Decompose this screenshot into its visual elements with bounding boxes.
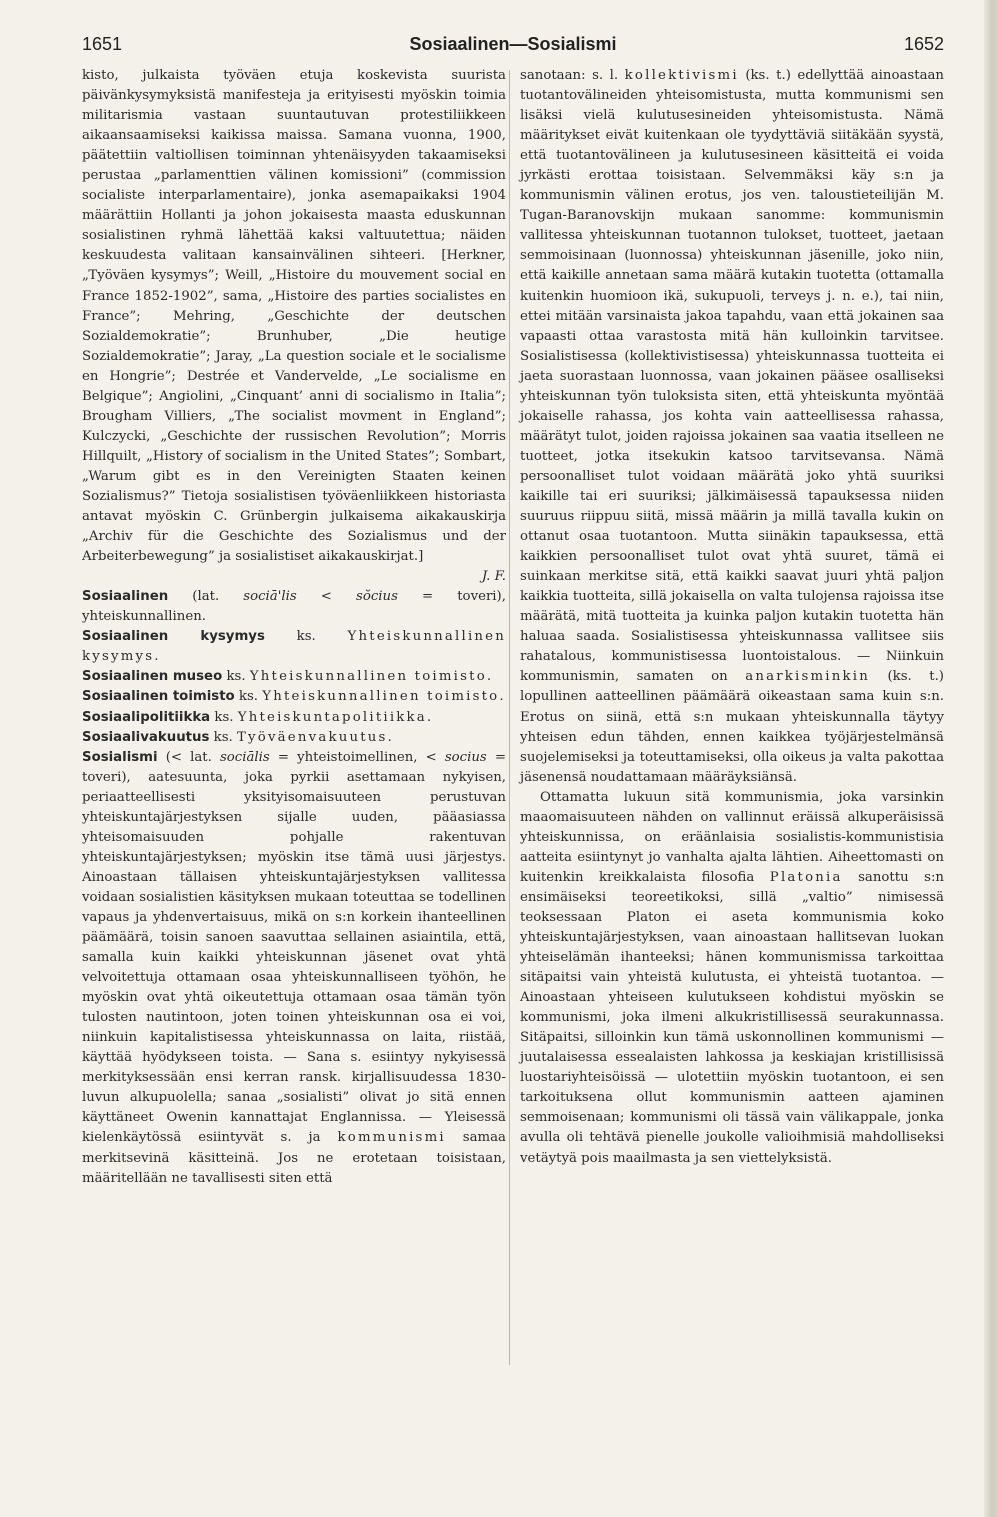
left-column bbox=[82, 66, 506, 1189]
entry-sosiaalinen: Sosiaalinen (lat. sociā'lis < sŏcius = toveri), yhteiskunnallinen. bbox=[82, 589, 506, 625]
spaced-term: Platonia bbox=[769, 869, 843, 885]
entry-sosiaalipolitiikka: Sosiaalipolitiikka ks. Yhteiskuntapolitiikka. bbox=[82, 709, 432, 725]
entry-headword: Sosiaalivakuutus bbox=[82, 729, 210, 745]
running-title: Sosiaalinen—Sosialismi bbox=[409, 34, 617, 54]
entry-headword: Sosialismi bbox=[82, 749, 158, 765]
cross-reference[interactable]: Yhteiskuntapolitiikka bbox=[237, 709, 427, 725]
paragraph: kisto, julkaista työväen etuja koskevista suurista päivänkysymyksistä manifesteja ja erityisesti myöskin toimia militarismia vastaan suuntautuvan protestiliikkeen aikaansaamiseksi kaikissa maissa. Samana vuonna, 1900, päätettiin valtiollisen toiminnan yhtenäisyyden takaamiseksi perustaa „parlamenttien välinen komissioni” (commission socialiste interparlamentaire), jonka asemapaikaksi 1904 määrättiin Hollanti ja johon jokaisesta maasta eduskunnan sosialistinen ryhmä lähettää kaksi valtuutettua; näiden keskuudesta valitaan kansainvälinen sihteeri. [Herkner, „Työväen kysymys”; Weill, „Histoire du mouvement social en France 1852-1902”, sama, „Histoire des parties socialistes en France”; Mehring, „Geschichte der deutschen Sozialdemokratie”; Brunhuber, „Die heutige Sozialdemokratie”; Jaray, „La question sociale et le socialisme en Hongrie”; Destrée et Vandervelde, „Le socialisme en Belgique”; Angiolini, „Cinquant’ anni di socialismo in Italia”; Brougham Villiers, „The socialist movment in England”; Kulczycki, „Geschichte der russischen Revolution”; Morris Hillquilt, „History of socialism in the United States”; Sombart, „Warum gibt es in den Vereinigten Staaten keinen Sozialismus?” Tietoja sosialistisen työväenliikkeen historiasta antavat myöskin C. Grünbergin julkaisema aikakauskirja „Archiv für die Geschichte des Sozialismus und der Arbeiterbewegung” ja sosialistiset aikakauskirjat.] bbox=[82, 68, 506, 565]
cross-reference[interactable]: Työväenvakuutus bbox=[236, 729, 388, 745]
cross-reference[interactable]: Yhteiskunnallinen toimisto bbox=[262, 689, 500, 705]
entry-sosiaalinen-toimisto: Sosiaalinen toimisto ks. Yhteiskunnallinen toimisto. bbox=[82, 689, 504, 705]
entry-sosiaalinen-kysymys: Sosiaalinen kysymys ks. Yhteiskunnallinen kysymys. bbox=[82, 629, 507, 665]
cross-reference[interactable]: Yhteiskunnallinen toimisto bbox=[249, 669, 487, 685]
entry-headword: Sosiaalinen museo bbox=[82, 669, 223, 685]
column-divider bbox=[509, 70, 510, 1365]
page-edge bbox=[984, 0, 998, 1517]
entry-headword: Sosiaalinen toimisto bbox=[82, 689, 235, 705]
author-signature: J. F. bbox=[481, 569, 506, 585]
entry-sosiaalinen-museo: Sosiaalinen museo ks. Yhteiskunnallinen toimisto. bbox=[82, 669, 492, 685]
entry-headword: Sosiaalinen kysymys bbox=[82, 629, 265, 645]
spaced-term: anarkisminkin bbox=[745, 669, 870, 685]
page-number-right: 1652 bbox=[903, 34, 944, 54]
right-column bbox=[520, 66, 944, 1169]
page-header bbox=[82, 34, 944, 58]
spaced-term: kollektivismi bbox=[624, 68, 739, 83]
paragraph: Ottamatta lukuun sitä kommunismia, joka varsinkin maaomaisuuteen nähden on vallinnut eräissä alkuperäisissä yhteiskunnissa, on eräänlaisia sosialistis-kommunistisia aatteita esiintynyt jo vanhalta ajalta lähtien. Aiheettomasti on kuitenkin kreikkalaista filosofia Platonia sanottu s:n ensimäiseksi teoreetikoksi, sillä „valtio” nimisessä teoksessaan Platon ei aseta kommunismia koko yhteiskuntajärjestyksen, vaan ainoastaan hallitsevan luokan yhteiselämän ihanteeksi; hänen kommunismissa tarkoittaa sitäpaitsi vain yhteistä kulutusta, ei yhteistä tuotantoa. — Ainoastaan yhteiseen kulutukseen kohdistui myöskin se kommunismi, joka ilmeni alkukristillisessä seurakunnassa. Sitäpaitsi, silloinkin kun tämä uskonnollinen kommunismi — juutalaisessa essealaisten lahkossa ja keskiajan kristillisissä luostariyhteisöissä — ulotettiin myöskin tuotantoon, ei sen tarkoituksena ollut kommunismin aatteen ajaminen semmoisenaan; kommunismi oli tässä vain välikappale, jonka avulla oli tehtävä pienelle joukolle valioihmisiä mahdolliseksi vetäytyä pois maailmasta ja sen viettelyksistä. bbox=[520, 789, 944, 1166]
entry-sosialismi: Sosialismi (< lat. sociālis = yhteistoimellinen, < socius = toveri), aatesuunta, joka pyrkii asettamaan nykyisen, periaatteellisesti yksityisomaisuuteen perustuvan yhteiskuntajärjestyksen sijalle uuden, pääasiassa yhteisomaisuuden pohjalle rakentuvan yhteiskuntajärjestyksen; myöskin itse tämä uusi järjestys. Ainoastaan tällaisen yhteiskuntajärjestyksen vallitessa voidaan sosialistien käsityksen mukaan toteuttaa se todellinen vapaus ja yhdenvertaisuus, mikä on s:n korkein ihanteellinen päämäärä, toisin sanoen saavuttaa sellainen asiaintila, että, samalla kuin kaikki yhteiskunnan jäsenet ovat yhtä velvoitettuja ottamaan osaa yhteiskunnalliseen työhön, he myöskin ovat yhtä oikeutettuja ottamaan osaa tämän työn tulosten nautintoon, joten toinen yhteiskunnan osa ei voi, niinkuin kapitalistisessa yhteiskunnassa on laita, riistää, käyttää hyödykseen toista. — Sana s. esiintyy nykyisessä merkityksessään ensi kerran ransk. kirjallisuudessa 1830-luvun alkupuolella; sanaa „sosialisti” olivat jo sitä ennen käyttäneet Owenin kannattajat Englannissa. — Yleisessä kielenkäytössä esiintyvät s. ja kommunismi samaa merkitsevinä käsitteinä. Jos ne erotetaan toisistaan, määritellään ne tavallisesti siten että bbox=[82, 749, 506, 1186]
cross-reference[interactable]: Yhteiskunnallinen kysymys bbox=[82, 629, 507, 665]
entry-sosiaalivakuutus: Sosiaalivakuutus ks. Työväenvakuutus. bbox=[82, 729, 392, 745]
spaced-term: kommunismi bbox=[337, 1130, 446, 1146]
entry-headword: Sosiaalinen bbox=[82, 589, 169, 605]
page-number-left: 1651 bbox=[82, 34, 123, 54]
paragraph: sanotaan: s. l. kollektivismi (ks. t.) edellyttää ainoastaan tuotantovälineiden yhteisomistusta, mutta kommunismi sen lisäksi vielä kulutusesineiden yhteisomistusta. Nämä määritykset eivät kuitenkaan ole tyydyttäviä siitäkään syystä, että tuotantovälineen ja kulutusesineen käsitteitä ei voida jyrkästi erottaa toisistaan. Selvemmäksi käy s:n ja kommunismin välinen erotus, jos ven. taloustieteilijän M. Tugan-Baranovskijn mukaan sanomme: kommunismin vallitessa yhteiskunnan tuotannon tulokset, tuotteet, jaetaan semmoisinaan (luonnossa) yhteiskunnan jäsenille, joko niin, että kaikille annetaan sama määrä kutakin tuotetta (ottamalla kuitenkin huomioon ikä, sukupuoli, terveys j. n. e.), tai niin, ettei mitään varsinaista jakoa tapahdu, vaan että jokainen saa vapaasti ottaa varastosta mitä hän kulloinkin tarvitsee. Sosialistisessa (kollektivistisessa) yhteiskunnassa tuotteita ei jaeta suorastaan luonnossa, vaan jokainen pääsee osalliseksi yhteiskunnan työn tuloksista siten, että yhteiskunta myöntää jokaiselle rahassa, jos kohta vain aatteellisessa rahassa, määrätyt tulot, joiden rajoissa jokainen saa vaatia itselleen ne tuotteet, jotka itsekukin katsoo tarvitsevansa. Nämä persoonalliset tulot voidaan määrätä joko yhtä suuriksi kaikille tai eri suuriksi; jälkimäisessä tapauksessa niiden suuruus riippuu siitä, missä määrin ja millä tavalla kukin on ottanut osaa tuotantoon. Mutta siinäkin tapauksessa, että kaikkien persoonalliset tulot ovat yhtä suuret, tämä ei suinkaan merkitse sitä, että kaikki saavat juuri yhtä paljon kaikkia tuotteita, sillä jokaisella on valta tulojensa rajoissa itse määrätä, mitä tuotteita ja kuinka paljon kutakin tuotetta hän haluaa saada. Sosialistisessa yhteiskunnassa vallitsee siis rahatalous, kommunistisessa luontoistalous. — Niinkuin kommunismin, samaten on anarkisminkin (ks. t.) lopullinen aatteellinen päämäärä oikeastaan sama kuin s:n. Erotus on siinä, että s:n mukaan yhteiskunnalla täytyy yhteisen edun tähden, ennen kaikkea työjärjestelmänsä suojelemiseksi ja toteuttamiseksi, olla oikeus ja valta pakottaa jäsenensä noudattamaan määräyksiänsä. bbox=[520, 68, 944, 785]
entry-headword: Sosiaalipolitiikka bbox=[82, 709, 211, 725]
